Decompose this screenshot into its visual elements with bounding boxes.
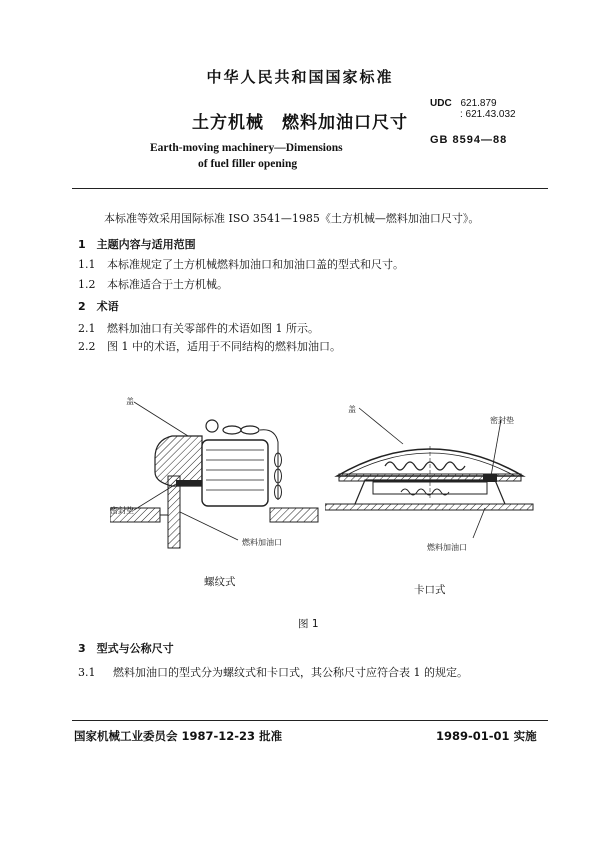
intro-paragraph: 本标准等效采用国际标准 ISO 3541—1985《土方机械—燃料加油口尺寸》。 <box>104 212 480 225</box>
right-seal-label: 密封垫 <box>490 416 514 425</box>
clause-number: 2.1 <box>78 322 96 335</box>
effective-date: 1989-01-01 实施 <box>436 729 537 743</box>
section-2-heading: 2 术语 <box>78 300 119 313</box>
clause-2-1 <box>78 320 319 336</box>
left-cap-label: 盖 <box>126 397 134 406</box>
clause-number: 2.2 <box>78 340 96 353</box>
clause-1-1 <box>78 256 404 272</box>
left-seal-label: 密封垫 <box>110 506 134 515</box>
udc-code-1: 621.879 <box>460 98 497 109</box>
section-3-heading: 3 型式与公称尺寸 <box>78 642 174 655</box>
clause-text: 本标准规定了土方机械燃料加油口和加油口盖的型式和尺寸。 <box>107 258 404 271</box>
section-1-heading: 1 主题内容与适用范围 <box>78 238 196 251</box>
right-cap-label: 盖 <box>348 405 356 414</box>
udc-block <box>430 98 516 120</box>
document-title-en-line1: Earth-moving machinery—Dimensions <box>150 142 343 154</box>
clause-text: 图 1 中的术语，适用于不同结构的燃料加油口。 <box>107 340 341 353</box>
clause-text: 燃料加油口有关零部件的术语如图 1 所示。 <box>107 322 319 335</box>
udc-code-2: : 621.43.032 <box>460 109 516 120</box>
threaded-cap-drawing <box>110 390 320 550</box>
clause-number: 3.1 <box>78 666 96 679</box>
udc-label: UDC <box>430 98 452 109</box>
clause-text: 本标准适合于土方机械。 <box>107 278 228 291</box>
standard-header: 中华人民共和国国家标准 <box>206 68 394 86</box>
clause-2-2 <box>78 338 341 354</box>
clause-number: 1.1 <box>78 258 96 271</box>
left-caption: 螺纹式 <box>204 576 236 588</box>
gb-number: GB 8594—88 <box>430 134 508 146</box>
right-caption: 卡口式 <box>414 584 446 596</box>
header-rule <box>72 188 548 189</box>
document-title-en-line2: of fuel filler opening <box>198 158 298 170</box>
right-opening-label: 燃料加油口 <box>427 543 467 552</box>
clause-number: 1.2 <box>78 278 96 291</box>
footer-rule <box>72 720 548 721</box>
clause-1-2 <box>78 276 228 292</box>
clause-text: 燃料加油口的型式分为螺纹式和卡口式，其公称尺寸应符合表 1 的规定。 <box>113 666 468 679</box>
clause-3-1 <box>78 664 468 680</box>
approval-line: 国家机械工业委员会 1987-12-23 批准 <box>74 729 283 743</box>
left-opening-label: 燃料加油口 <box>242 538 282 547</box>
figure-caption: 图 1 <box>298 618 319 630</box>
document-title-zh: 土方机械 燃料加油口尺寸 <box>192 113 408 133</box>
